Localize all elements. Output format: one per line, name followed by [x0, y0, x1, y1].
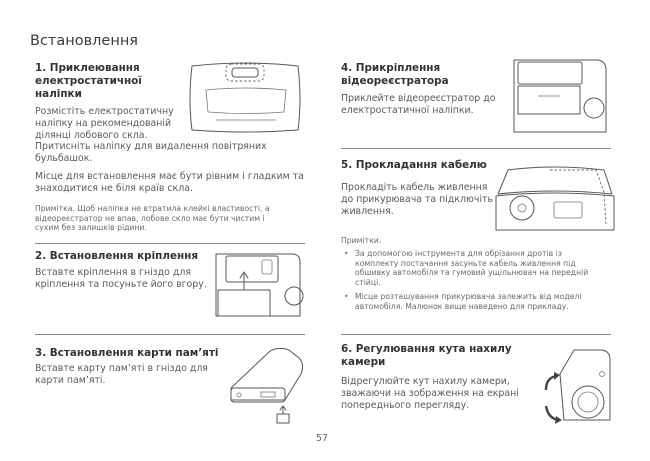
arrow-up-icon — [240, 272, 248, 290]
step6-text-line: Відрегулюйте кут нахилу камери, — [341, 376, 510, 387]
step1-text2-line: знаходитися не біля країв скла. — [35, 182, 193, 194]
note-line: • За допомогою інструмента для обрізання дротів із — [355, 249, 562, 258]
step2-heading: 2. Встановлення кріплення — [35, 250, 199, 262]
step3-text-line: Вставте карту пам’яті в гніздо для — [35, 363, 208, 374]
dashboard-outline — [496, 193, 614, 230]
step2-text-line: кріплення та посуньте його вгору. — [35, 278, 207, 290]
lens-icon — [584, 98, 604, 118]
divider — [35, 243, 305, 244]
mount-bracket — [218, 290, 270, 316]
button-icon — [600, 372, 605, 377]
step5-text-line: Прокладіть кабель живлення — [341, 182, 488, 193]
tilt-angle-illustration — [540, 344, 616, 428]
console-icon — [554, 202, 582, 218]
divider — [341, 148, 611, 149]
memory-card-icon — [277, 414, 289, 423]
step1-text-line: бульбашок. — [35, 153, 93, 165]
step2-text — [35, 267, 207, 291]
step5-notes-list — [341, 249, 616, 317]
step3-heading: 3. Встановлення карти пам’яті — [35, 347, 219, 359]
step1-text2-line: Місце для встановлення має бути рівним і гладким та — [35, 171, 304, 182]
steering-wheel-icon — [510, 196, 534, 220]
lens-inner-icon — [578, 392, 598, 412]
sticker — [232, 68, 258, 77]
step4-heading — [341, 62, 449, 88]
note-line: стійці. — [355, 277, 381, 287]
step1-heading-line: наліпки — [35, 88, 82, 100]
step3-text — [35, 363, 208, 387]
step1-note-line: Примітка. Щоб наліпка не втратила клейкі властивості, а — [35, 204, 270, 213]
step2-text-line: Вставте кріплення в гніздо для — [35, 267, 191, 278]
sd-slot — [261, 392, 275, 397]
note-line: • Місце розташування прикурювача залежить від моделі — [355, 292, 582, 302]
arrow-up-icon — [280, 406, 286, 414]
step1-heading — [35, 62, 142, 101]
step1-note — [35, 204, 270, 233]
step1-heading-line: 1. Приклеювання — [35, 62, 140, 74]
camera-body — [216, 254, 300, 316]
step6-heading-line: камери — [341, 356, 386, 368]
note-line: автомобіля. Малюнок вище наведено для прикладу. — [355, 301, 569, 311]
step6-text-line: зважаючи на зображення на екрані — [341, 387, 519, 399]
page-number: 57 — [316, 433, 329, 444]
mount-slot — [262, 260, 272, 274]
mount-illustration — [212, 250, 308, 322]
port-icon — [237, 393, 241, 397]
dashcam-body — [518, 86, 580, 114]
rotate-up-arrowhead-icon — [554, 372, 560, 380]
step1-heading-line: електростатичної — [35, 75, 142, 87]
step4-text-line: електростатичної наліпки. — [341, 104, 474, 116]
step1-text-line: Розмістіть електростатичну — [35, 106, 174, 117]
step5-heading: 5. Прокладання кабелю — [341, 159, 487, 171]
attach-dashcam-illustration — [510, 56, 610, 136]
step5-text-line: живлення. — [341, 205, 394, 217]
memory-card-illustration — [225, 344, 309, 424]
step4-text-line: Приклейте відеореєстратор до — [341, 93, 496, 104]
divider — [35, 334, 305, 335]
step4-heading-line: 4. Прикріплення — [341, 62, 441, 74]
steering-hub-icon — [518, 204, 526, 212]
divider — [341, 334, 611, 335]
lens-icon — [572, 386, 604, 418]
step1-text2 — [35, 171, 304, 195]
step5-text-line: до прикурювача та підключіть — [341, 193, 494, 205]
step1-text-line: Притисніть наліпку для видалення повітряних — [35, 141, 267, 153]
step1-text-line: наліпку на рекомендованій — [35, 117, 172, 129]
step1-note-line: сухим без залишків рідини. — [35, 223, 147, 233]
list-item — [341, 292, 616, 311]
step6-text — [341, 376, 519, 411]
cable-routing-illustration — [494, 164, 616, 232]
step4-heading-line: відеореєстратора — [341, 75, 449, 87]
cable-path-dashed — [550, 170, 606, 224]
step6-heading — [341, 343, 512, 369]
step6-heading-line: 6. Регулювання кута нахилу — [341, 343, 512, 355]
step1-text-line: ділянці лобового скла. — [35, 129, 148, 141]
list-item — [341, 249, 616, 287]
step3-text-line: карти пам’яті. — [35, 374, 106, 386]
sticker — [518, 62, 582, 84]
step5-notes-title: Примітки. — [341, 236, 382, 245]
step1-note-line: відеореєстратор не впав, лобове скло має бути чистим і — [35, 213, 265, 223]
step5-text — [341, 182, 493, 217]
note-line: обшивку автомобіля та гумовий ущільнювач на передній — [355, 268, 589, 278]
windshield-outline — [498, 167, 612, 194]
step6-text-line: попереднього перегляду. — [341, 399, 470, 411]
page-title: Встановлення — [30, 33, 139, 49]
step4-text — [341, 93, 495, 117]
sticker-illustration — [186, 60, 306, 136]
mirror-base — [206, 88, 286, 114]
rotate-down-arrowhead-icon — [555, 416, 562, 424]
note-line: комплекту постачання засуньте кабель живлення під — [355, 258, 576, 268]
